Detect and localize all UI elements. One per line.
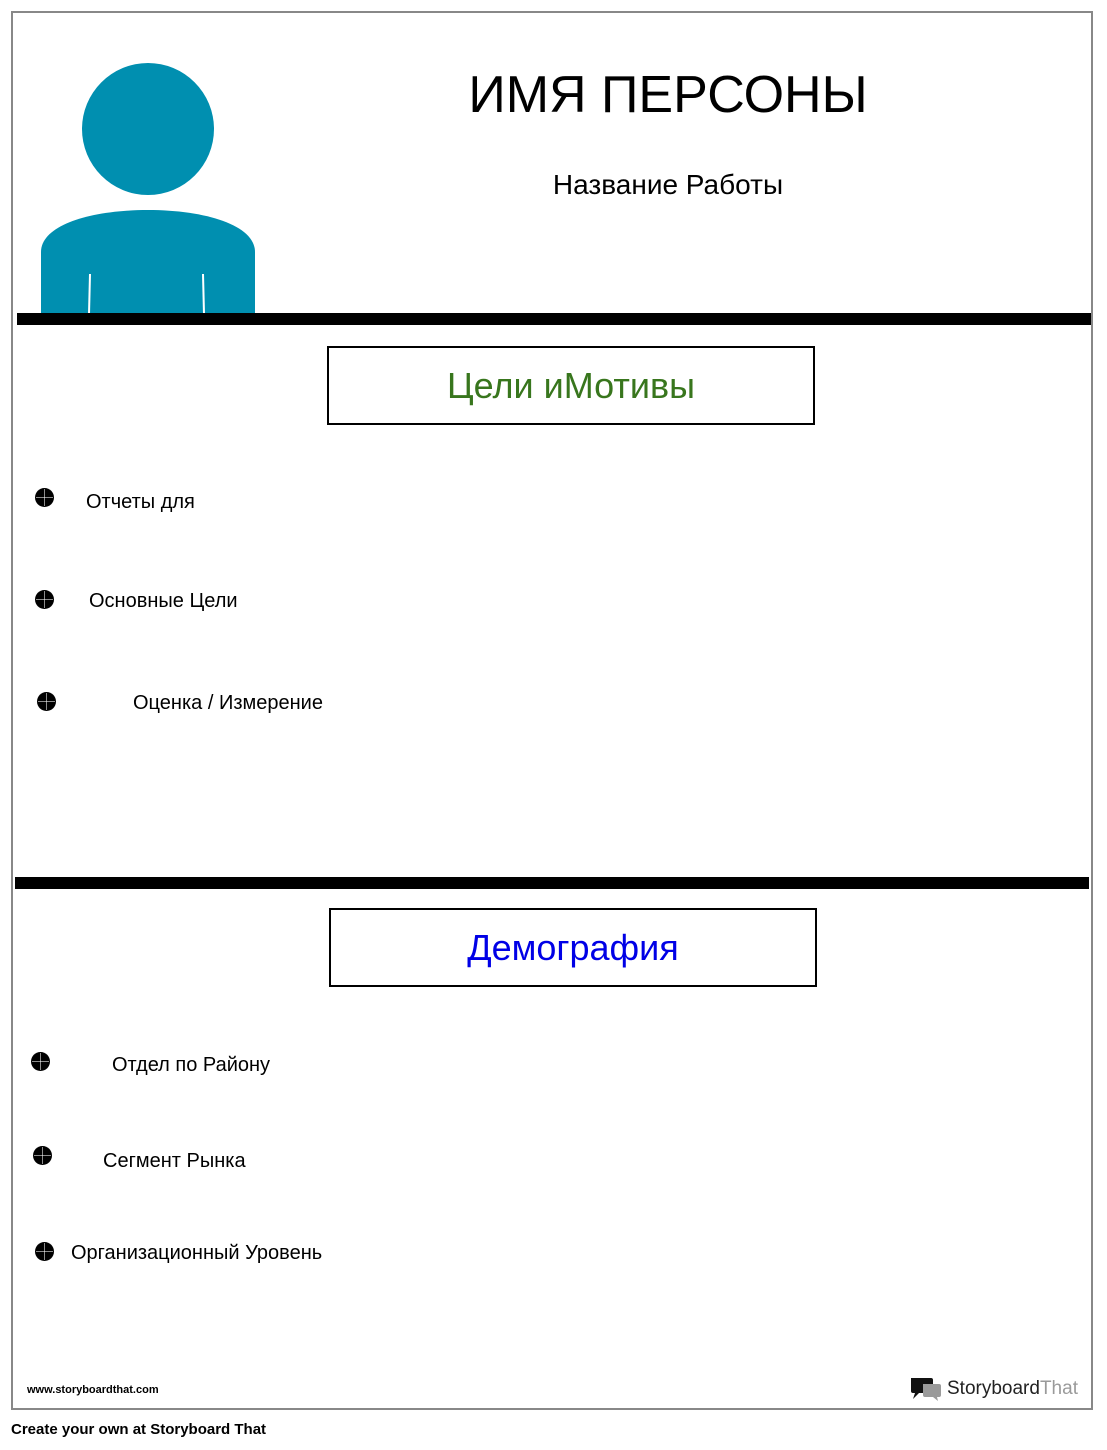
section-divider [15, 877, 1089, 889]
bullet-icon [35, 488, 54, 507]
person-avatar-icon [41, 62, 255, 314]
persona-worksheet [11, 11, 1093, 1410]
demographics-item-org-level: Организационный Уровень [71, 1242, 323, 1264]
bullet-icon [33, 1146, 52, 1165]
goals-item-reports-to: Отчеты для [86, 491, 195, 513]
job-title: Название Работы [552, 169, 784, 200]
bullet-icon [31, 1052, 50, 1071]
footer-url[interactable]: www.storyboardthat.com [27, 1384, 159, 1396]
bullet-icon [35, 590, 54, 609]
goals-item-main-goals: Основные Цели [89, 590, 238, 612]
goals-item-measurement: Оценка / Измерение [133, 692, 323, 714]
header-divider [17, 313, 1091, 325]
demographics-heading-box [329, 908, 817, 987]
create-your-own-link[interactable]: Create your own at Storyboard That [11, 1421, 267, 1438]
storyboardthat-logo[interactable] [909, 1374, 1078, 1404]
bullet-icon [37, 692, 56, 711]
goals-heading-box [327, 346, 815, 425]
logo-word-storyboard: Storyboard [947, 1378, 1040, 1399]
goals-heading: Цели иМотивы [447, 364, 695, 406]
demographics-item-department: Отдел по Району [112, 1054, 271, 1076]
logo-word-that: That [1039, 1378, 1078, 1399]
bullet-icon [35, 1242, 54, 1261]
persona-name: ИМЯ ПЕРСОНЫ [468, 66, 868, 124]
demographics-item-market-segment: Сегмент Рынка [103, 1150, 246, 1172]
speech-bubble-icon [909, 1376, 943, 1402]
demographics-heading: Демография [467, 926, 679, 968]
